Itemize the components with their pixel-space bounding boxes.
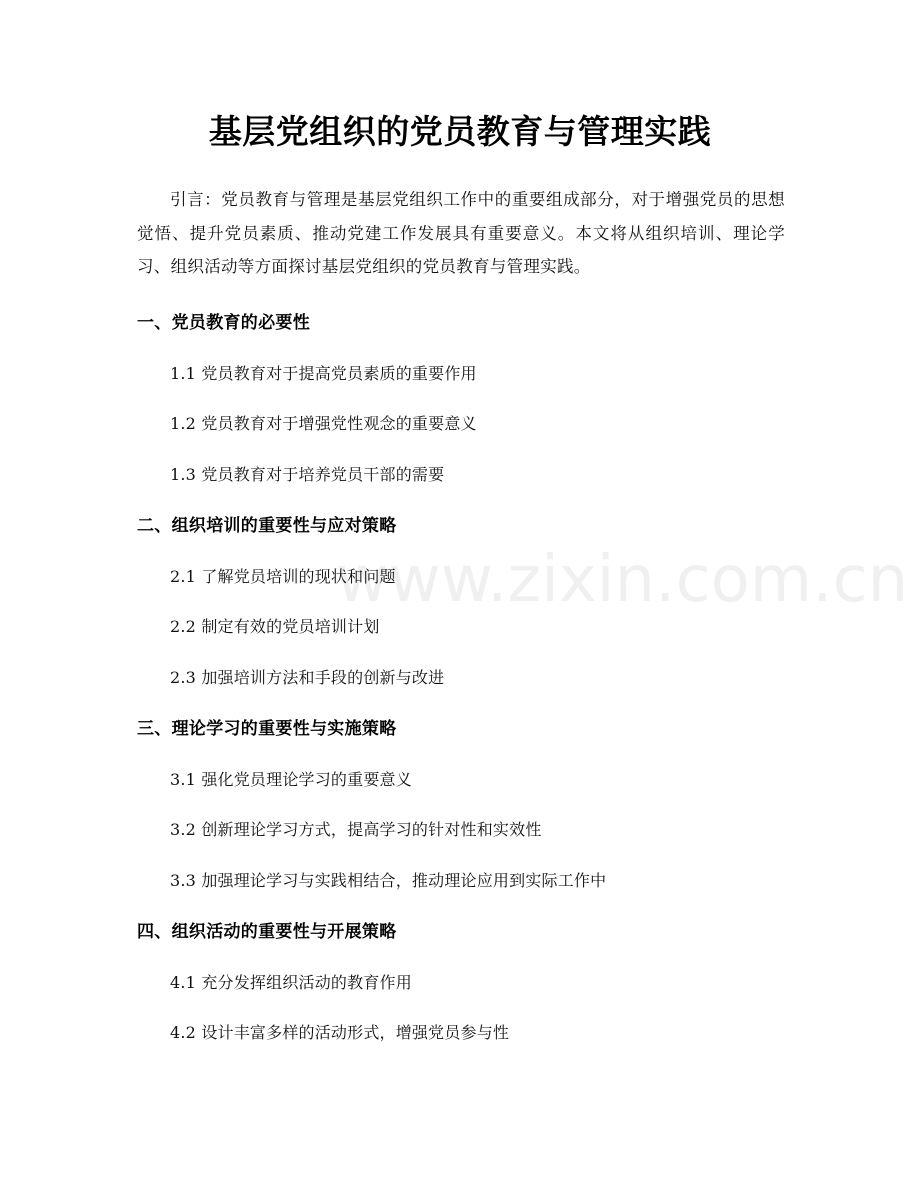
subsection-2-1: 2.1 了解党员培训的现状和问题	[170, 567, 396, 586]
subsection-3-1: 3.1 强化党员理论学习的重要意义	[170, 770, 412, 789]
document-title: 基层党组织的党员教育与管理实践	[208, 112, 712, 151]
subsection-3-2: 3.2 创新理论学习方式，提高学习的针对性和实效性	[170, 820, 542, 839]
subsection-3-3: 3.3 加强理论学习与实践相结合，推动理论应用到实际工作中	[170, 871, 607, 890]
subsection-2-2: 2.2 制定有效的党员培训计划	[170, 617, 380, 636]
subsection-2-3: 2.3 加强培训方法和手段的创新与改进	[170, 668, 445, 687]
section-heading-1: 一、党员教育的必要性	[137, 313, 310, 333]
subsection-1-2: 1.2 党员教育对于增强党性观念的重要意义	[170, 414, 477, 433]
subsection-4-1: 4.1 充分发挥组织活动的教育作用	[170, 973, 412, 992]
section-heading-3: 三、理论学习的重要性与实施策略	[137, 719, 397, 739]
section-heading-2: 二、组织培训的重要性与应对策略	[137, 516, 397, 536]
section-heading-4: 四、组织活动的重要性与开展策略	[137, 922, 397, 942]
subsection-1-1: 1.1 党员教育对于提高党员素质的重要作用	[170, 364, 477, 383]
watermark: www.zixin.com.cn	[336, 543, 909, 617]
subsection-4-2: 4.2 设计丰富多样的活动形式，增强党员参与性	[170, 1023, 510, 1042]
subsection-1-3: 1.3 党员教育对于培养党员干部的需要	[170, 465, 445, 484]
intro-paragraph: 引言：党员教育与管理是基层党组织工作中的重要组成部分，对于增强党员的思想觉悟、提升党员素质、推动党建工作发展具有重要意义。本文将从组织培训、理论学习、组织活动等方面探讨基层党组织的党员教育与管理实践。	[137, 190, 785, 276]
